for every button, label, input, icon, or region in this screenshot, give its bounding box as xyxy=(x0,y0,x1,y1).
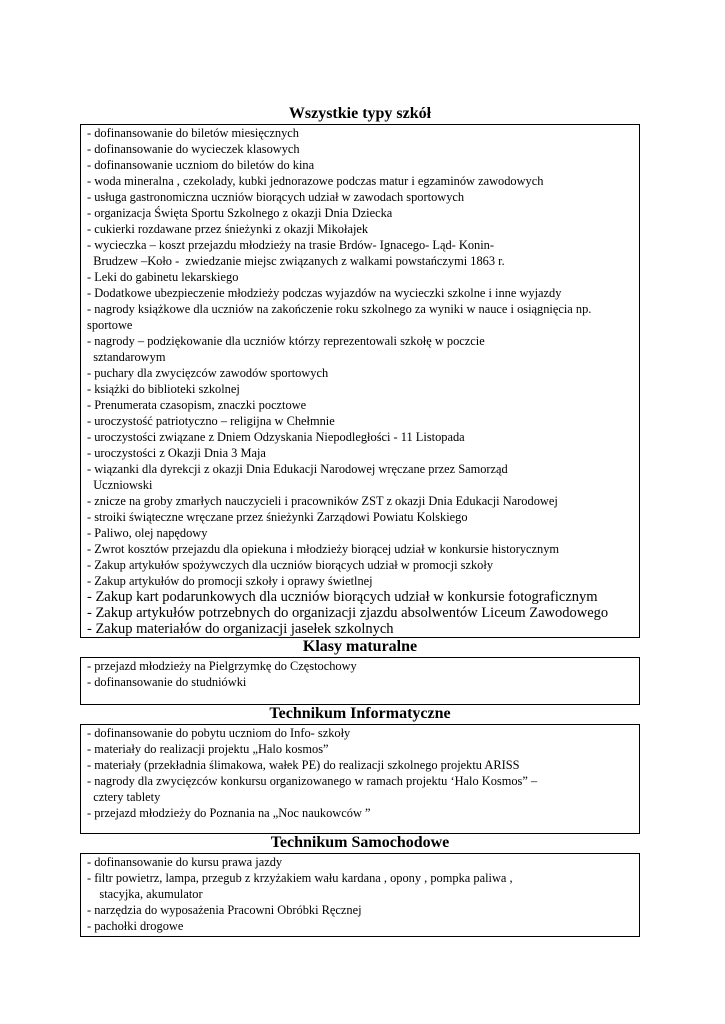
section-it-technical-school xyxy=(80,704,640,834)
list-item: - Zakup kart podarunkowych dla uczniów biorących udział w konkursie fotograficznym xyxy=(87,589,598,605)
list-item: - Paliwo, olej napędowy xyxy=(87,526,208,540)
section-graduating-classes xyxy=(80,637,640,705)
items-box xyxy=(80,724,640,834)
section-title: Technikum Samochodowe xyxy=(270,834,450,851)
section-title: Klasy maturalne xyxy=(302,638,418,655)
list-item: - dofinansowanie do biletów miesięcznych xyxy=(87,126,299,140)
list-item: - nagrody książkowe dla uczniów na zakończenie roku szkolnego za wyniki w nauce i osiągnięcia np. xyxy=(87,302,592,316)
list-item: - materiały (przekładnia ślimakowa, wałek PE) do realizacji szkolnego projektu ARISS xyxy=(87,758,520,772)
list-item: sztandarowym xyxy=(87,350,166,364)
list-item: - stroiki świąteczne wręczane przez śnieżynki Zarządowi Powiatu Kolskiego xyxy=(87,510,468,524)
list-item: - materiały do realizacji projektu „Halo kosmos” xyxy=(87,742,329,756)
items-box xyxy=(80,853,640,937)
list-item: - wiązanki dla dyrekcji z okazji Dnia Edukacji Narodowej wręczane przez Samorząd xyxy=(87,462,508,476)
list-item: - Zakup artykułów potrzebnych do organizacji zjazdu absolwentów Liceum Zawodowego xyxy=(87,605,609,621)
section-automotive-technical-school xyxy=(80,833,640,937)
list-item: - organizacja Święta Sportu Szkolnego z okazji Dnia Dziecka xyxy=(87,206,393,220)
items-box xyxy=(80,657,640,705)
section-all-schools xyxy=(80,104,640,638)
list-item: - dofinansowanie do wycieczek klasowych xyxy=(87,142,300,156)
list-item: - wycieczka – koszt przejazdu młodzieży na trasie Brdów- Ignacego- Ląd- Konin- xyxy=(87,238,494,252)
list-item: - uroczystości związane z Dniem Odzyskania Niepodległości - 11 Listopada xyxy=(87,430,465,444)
list-item: - narzędzia do wyposażenia Pracowni Obróbki Ręcznej xyxy=(87,903,362,917)
list-item: sportowe xyxy=(87,318,133,332)
list-item: - dofinansowanie do studniówki xyxy=(87,675,247,689)
list-item: - książki do biblioteki szkolnej xyxy=(87,382,240,396)
list-item: - Zakup materiałów do organizacji jasełek szkolnych xyxy=(87,621,394,637)
list-item: - pachołki drogowe xyxy=(87,919,184,933)
list-item: - Zakup artykułów do promocji szkoły i oprawy świetlnej xyxy=(87,574,373,588)
list-item: Uczniowski xyxy=(87,478,153,492)
list-item: - dofinansowanie uczniom do biletów do kina xyxy=(87,158,315,172)
list-item: - uroczystości z Okazji Dnia 3 Maja xyxy=(87,446,266,460)
list-item: - Prenumerata czasopism, znaczki pocztowe xyxy=(87,398,307,412)
list-item: cztery tablety xyxy=(87,790,161,804)
list-item: - usługa gastronomiczna uczniów biorących udział w zawodach sportowych xyxy=(87,190,465,204)
list-item: - woda mineralna , czekolady, kubki jednorazowe podczas matur i egzaminów zawodowych xyxy=(87,174,544,188)
section-title: Technikum Informatyczne xyxy=(269,705,451,722)
list-item: - Zwrot kosztów przejazdu dla opiekuna i młodzieży biorącej udział w konkursie historycznym xyxy=(87,542,560,556)
list-item: - nagrody dla zwycięzców konkursu organizowanego w ramach projektu ‘Halo Kosmos” – xyxy=(87,774,538,788)
list-item: - przejazd młodzieży na Pielgrzymkę do Częstochowy xyxy=(87,659,357,673)
list-item: - Dodatkowe ubezpieczenie młodzieży podczas wyjazdów na wycieczki szkolne i inne wyjazdy xyxy=(87,286,562,300)
list-item: - nagrody – podziękowanie dla uczniów którzy reprezentowali szkołę w poczcie xyxy=(87,334,485,348)
list-item: - dofinansowanie do pobytu uczniom do Info- szkoły xyxy=(87,726,351,740)
list-item: - filtr powietrz, lampa, przegub z krzyżakiem wału kardana , opony , pompka paliwa , xyxy=(87,871,513,885)
list-item: - przejazd młodzieży do Poznania na „Noc naukowców ” xyxy=(87,806,371,820)
list-item: stacyjka, akumulator xyxy=(87,887,203,901)
list-item: Brudzew –Koło - zwiedzanie miejsc związanych z walkami powstańczymi 1863 r. xyxy=(87,254,505,268)
list-item: - cukierki rozdawane przez śnieżynki z okazji Mikołajek xyxy=(87,222,369,236)
list-item: - uroczystość patriotyczno – religijna w Chełmnie xyxy=(87,414,335,428)
list-item: - puchary dla zwycięzców zawodów sportowych xyxy=(87,366,329,380)
list-item: - znicze na groby zmarłych nauczycieli i pracowników ZST z okazji Dnia Edukacji Narodowej xyxy=(87,494,558,508)
list-item: - dofinansowanie do kursu prawa jazdy xyxy=(87,855,283,869)
items-box xyxy=(80,124,640,638)
list-item: - Zakup artykułów spożywczych dla uczniów biorących udział w promocji szkoły xyxy=(87,558,494,572)
section-title: Wszystkie typy szkół xyxy=(288,105,432,122)
list-item: - Leki do gabinetu lekarskiego xyxy=(87,270,239,284)
